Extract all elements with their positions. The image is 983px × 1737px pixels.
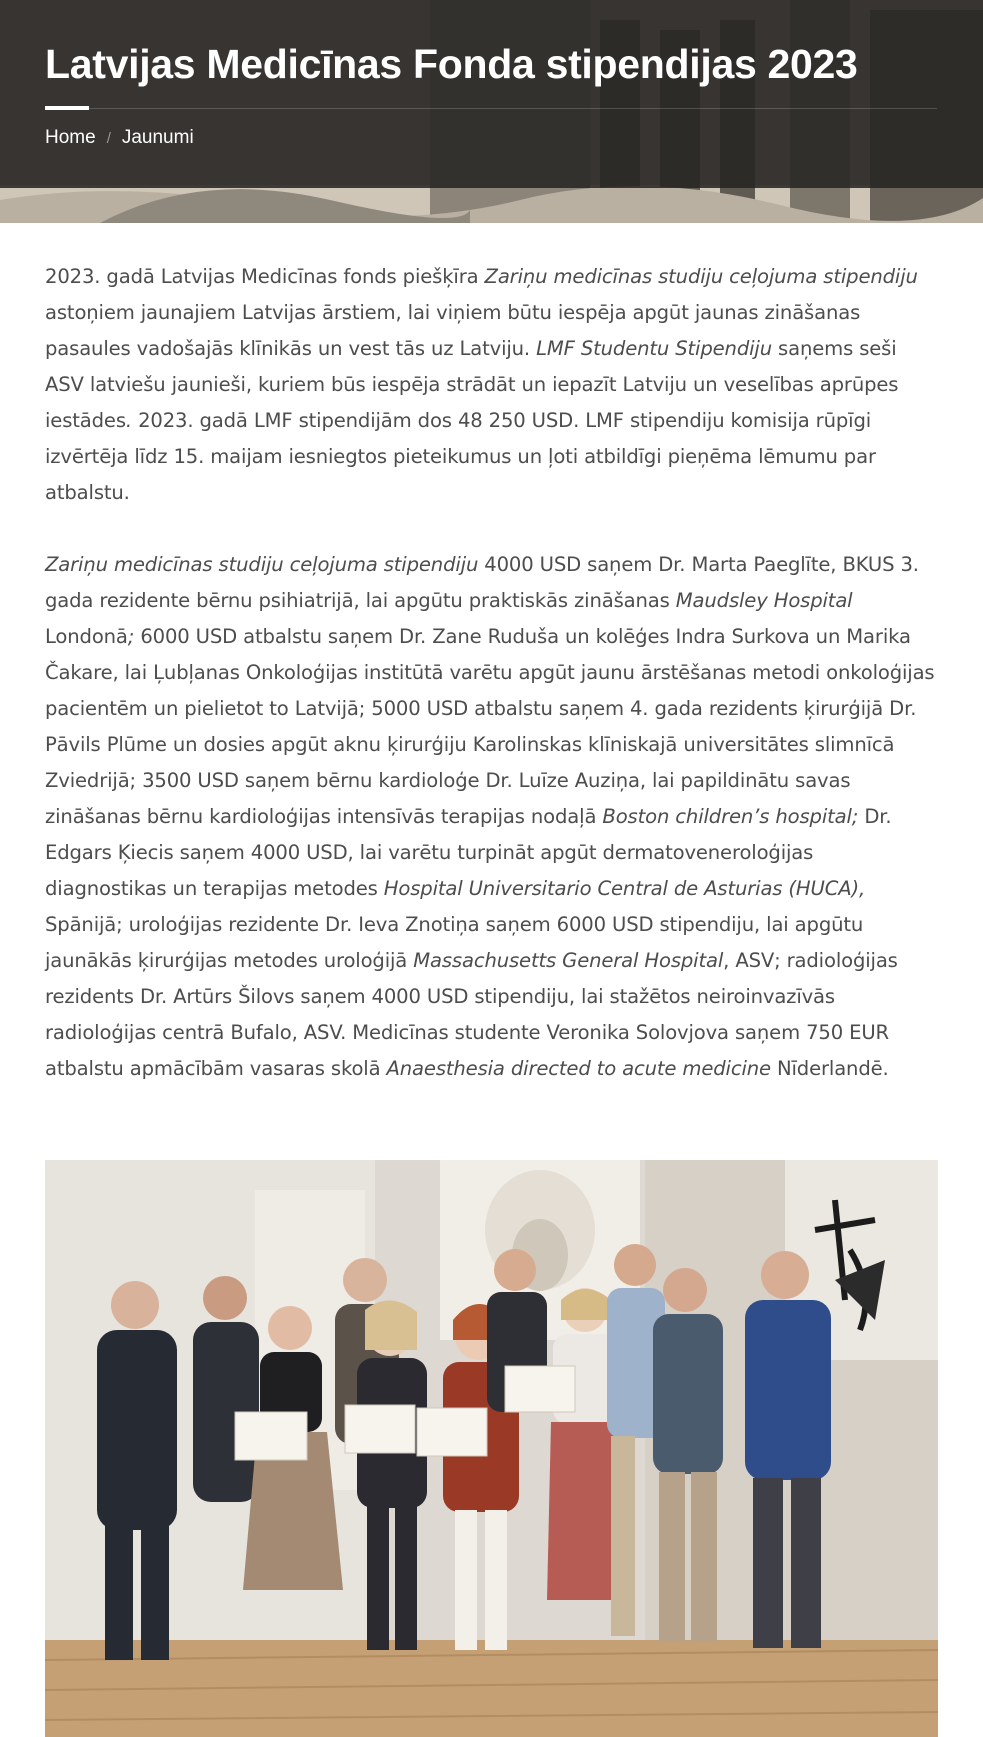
group-photo-image: [45, 1160, 938, 1737]
group-photo: [45, 1160, 938, 1737]
scholarship-details-paragraph: [45, 547, 938, 1087]
details-emphasis-5: Hospital Universitario Central de Asturias (HUCA),: [383, 877, 866, 900]
header-overlay: [0, 0, 983, 188]
intro-text-4: 2023. gadā LMF stipendijām dos 48 250 USD. LMF stipendiju komisija rūpīgi izvērtēja līdz 15. maijam iesniegtos pieteikumus un ļoti atbildīgi pieņēma lēmumu par atbalstu.: [45, 409, 876, 504]
details-text-1: 4000 USD saņem Dr. Marta Paeglīte, BKUS 3. gada rezidente bērnu psihiatrijā, lai apgūtu praktiskās zināšanas: [45, 553, 919, 612]
breadcrumb-current-link[interactable]: Jaunumi: [121, 127, 194, 148]
intro-emphasis-3: .: [125, 409, 132, 432]
details-emphasis-6: Massachusetts General Hospital: [413, 949, 724, 972]
details-text-4: Dr. Edgars Ķiecis saņem 4000 USD, lai varētu turpināt apgūt dermatoveneroloģijas diagnostikas un terapijas metodes: [45, 805, 892, 900]
breadcrumb-home-link[interactable]: Home: [45, 127, 96, 148]
details-text-5: Spānijā; uroloģijas rezidente Dr. Ieva Znotiņa saņem 6000 USD stipendiju, lai apgūtu jaunākās ķirurģijas metodes uroloģijā: [45, 913, 864, 972]
title-accent-bar: [45, 106, 89, 110]
details-text-2: Londonā: [45, 625, 128, 648]
details-emphasis-7: Anaesthesia directed to acute medicine: [386, 1057, 771, 1080]
breadcrumb: [45, 124, 194, 152]
details-emphasis-2: Maudsley Hospital: [675, 589, 853, 612]
intro-emphasis-2: LMF Studentu Stipendiju: [536, 337, 772, 360]
details-text-3: 6000 USD atbalstu saņem Dr. Zane Ruduša un kolēģes Indra Surkova un Marika Čakare, lai Ļubļanas Onkoloģijas institūtā varētu apgūt jaunu ārstēšanas metodi onkoloģijas pacientēm un pielietot to Latvijā; 5000 USD atbalstu saņem 4. gada rezidents ķirurģijā Dr. Pāvils Plūme un dosies apgūt aknu ķirurģiju Karolinskas klīniskajā universitātes slimnīcā Zviedrijā; 3500 USD saņem bērnu kardioloģe Dr. Luīze Auziņa, lai papildinātu savas zināšanas bērnu kardioloģijas intensīvās terapijas nodaļā: [45, 625, 935, 828]
page-header: [0, 0, 983, 223]
breadcrumb-separator: /: [106, 129, 111, 147]
intro-paragraph: [45, 259, 938, 511]
article-body: [45, 259, 938, 1123]
details-text-7: Nīderlandē.: [770, 1057, 889, 1080]
details-emphasis-1: Zariņu medicīnas studiju ceļojuma stipendiju: [45, 553, 479, 576]
intro-text-2: astoņiem jaunajiem Latvijas ārstiem, lai viņiem būtu iespēja apgūt jaunas zināšanas pasaules vadošajās klīnikās un vest tās uz Latviju.: [45, 301, 861, 360]
intro-text-3: saņems seši ASV latviešu jaunieši, kuriem būs iespēja strādāt un iepazīt Latviju un veselības aprūpes iestādes: [45, 337, 899, 432]
intro-text-1: 2023. gadā Latvijas Medicīnas fonds piešķīra: [45, 265, 485, 288]
details-emphasis-4: Boston children’s hospital;: [602, 805, 859, 828]
details-emphasis-3: ;: [127, 625, 135, 648]
details-text-6: , ASV; radioloģijas rezidents Dr. Artūrs Šilovs saņem 4000 USD stipendiju, lai stažētos neiroinvazīvās radioloģijas centrā Bufalo, ASV. Medicīnas studente Veronika Solovjova saņem 750 EUR atbalstu apmācībām vasaras skolā: [45, 949, 898, 1080]
intro-emphasis-1: Zariņu medicīnas studiju ceļojuma stipendiju: [484, 265, 918, 288]
title-divider: [89, 108, 937, 109]
page-title: Latvijas Medicīnas Fonda stipendijas 2023: [45, 41, 858, 87]
